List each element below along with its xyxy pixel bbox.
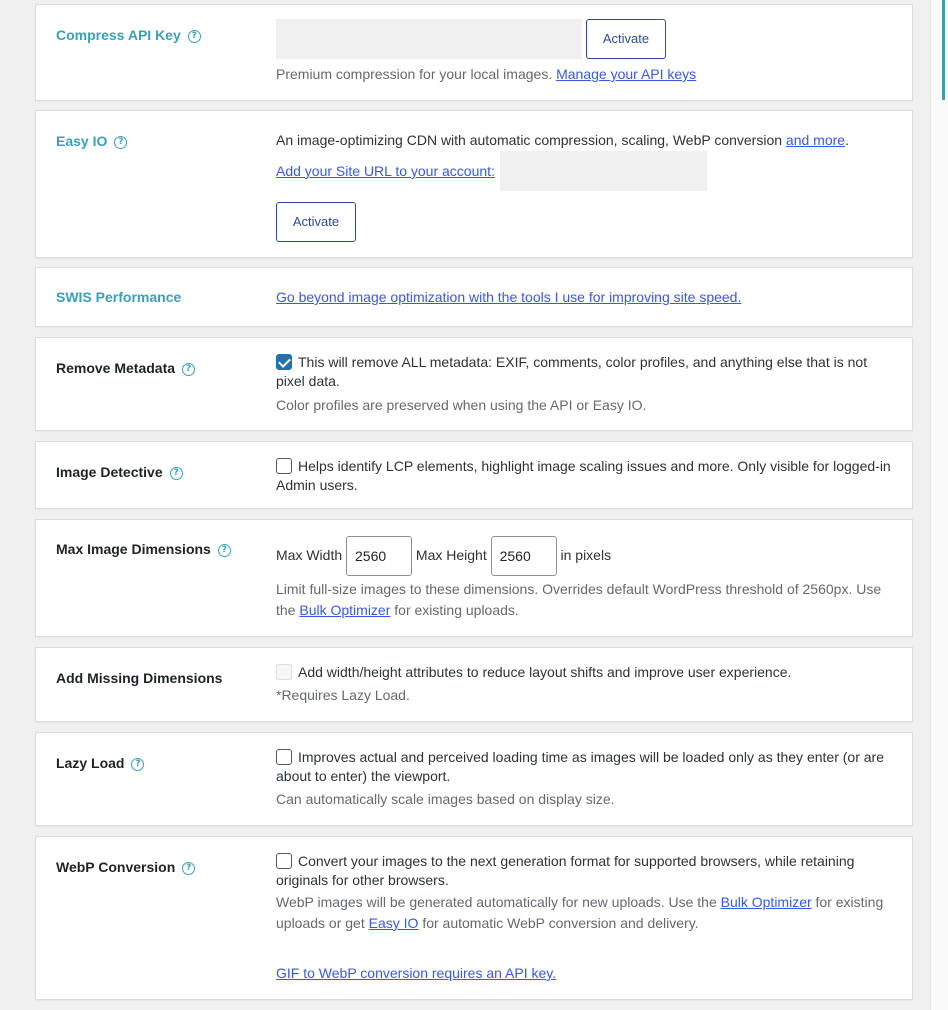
max-image-dimensions-label: Max Image Dimensions [56,541,211,557]
swis-performance-card [35,267,913,327]
add-missing-dimensions-option: Add width/height attributes to reduce layout shifts and improve user experience. [276,663,891,682]
webp-conversion-option: Convert your images to the next generation format for supported browsers, while retaining originals for other browsers. [276,853,855,888]
image-detective-checkbox[interactable] [276,458,292,474]
max-height-label: Max Height [415,547,487,563]
lazy-load-option: Improves actual and perceived loading time as images will be loaded only as they enter (or are about to enter) the viewport. [276,749,884,784]
help-circle-icon[interactable]: ? [114,136,127,149]
easy-io-label-row [56,133,127,149]
webp-conversion-label-row [56,859,195,875]
compress-activate-button[interactable]: Activate [586,19,666,59]
remove-metadata-card [35,337,913,431]
compress-api-key-card [35,4,913,101]
compress-api-desc: Premium compression for your local images. Manage your API keys [276,66,697,82]
bulk-optimizer-link[interactable]: Bulk Optimizer [299,602,391,618]
help-circle-icon[interactable]: ? [182,862,195,875]
webp-conversion-checkbox[interactable] [276,853,292,869]
lazy-load-checkbox[interactable] [276,749,292,765]
webp-conversion-desc: WebP images will be generated automatically for new uploads. Use the Bulk Optimizer for existing uploads or get Easy IO for automatic WebP conversion and delivery. [276,894,884,931]
lazy-load-note: Can automatically scale images based on display size. [276,791,615,807]
max-dimensions-row [276,535,891,576]
add-site-url-link[interactable]: Add your Site URL to your account: [276,163,495,179]
compress-api-key-input[interactable] [276,19,582,59]
bulk-optimizer-link[interactable]: Bulk Optimizer [720,894,812,910]
gif-webp-api-key-link[interactable]: GIF to WebP conversion requires an API key. [276,965,557,981]
max-height-input[interactable]: 2560 [491,536,557,576]
help-circle-icon[interactable]: ? [131,758,144,771]
lazy-load-card [35,732,913,826]
compress-api-key-label-row [56,27,201,43]
scrollbar-thumb[interactable] [942,0,945,100]
lazy-load-label-row [56,755,144,771]
image-detective-card [35,441,913,509]
max-image-dimensions-card [35,519,913,637]
webp-conversion-card [35,836,913,1000]
scrollbar-track[interactable] [930,0,948,1010]
remove-metadata-note: Color profiles are preserved when using the API or Easy IO. [276,397,647,413]
image-detective-option: Helps identify LCP elements, highlight image scaling issues and more. Only visible for logged-in Admin users. [276,458,891,493]
remove-metadata-label-row [56,360,195,376]
site-url-input[interactable] [500,151,707,191]
lazy-load-label: Lazy Load [56,755,125,771]
manage-api-keys-link[interactable]: Manage your API keys [556,66,697,82]
easy-io-link[interactable]: Easy IO [368,915,419,931]
help-circle-icon[interactable]: ? [218,544,231,557]
add-missing-dimensions-checkbox[interactable] [276,664,292,680]
compress-api-key-label: Compress API Key [56,27,181,43]
max-dimensions-desc: Limit full-size images to these dimensions. Overrides default WordPress threshold of 2560px. Use the Bulk Optimizer for existing uploads. [276,581,882,618]
requires-lazy-load-note: *Requires Lazy Load. [276,687,410,703]
add-missing-dimensions-label: Add Missing Dimensions [56,670,223,686]
max-width-label: Max Width [276,547,343,563]
swis-performance-label: SWIS Performance [56,289,182,305]
easy-io-card [35,110,913,258]
easy-io-label: Easy IO [56,133,108,149]
max-width-input[interactable]: 2560 [346,536,412,576]
image-detective-label: Image Detective [56,464,163,480]
easy-io-activate-button[interactable]: Activate [276,202,356,242]
webp-conversion-label: WebP Conversion [56,859,176,875]
image-detective-label-row [56,464,183,480]
help-circle-icon[interactable]: ? [170,467,183,480]
add-missing-dimensions-card [35,647,913,722]
easy-io-desc: An image-optimizing CDN with automatic compression, scaling, WebP conversion and more. [276,132,849,148]
pixels-unit-label: in pixels [560,547,612,563]
remove-metadata-option: This will remove ALL metadata: EXIF, comments, color profiles, and anything else that is not pixel data. [276,354,868,389]
and-more-link[interactable]: and more [785,132,846,148]
swis-performance-link[interactable]: Go beyond image optimization with the tools I use for improving site speed. [276,289,742,305]
remove-metadata-label: Remove Metadata [56,360,176,376]
remove-metadata-checkbox[interactable] [276,354,292,370]
help-circle-icon[interactable]: ? [182,363,195,376]
help-circle-icon[interactable]: ? [188,30,201,43]
max-image-dimensions-label-row [56,541,231,557]
